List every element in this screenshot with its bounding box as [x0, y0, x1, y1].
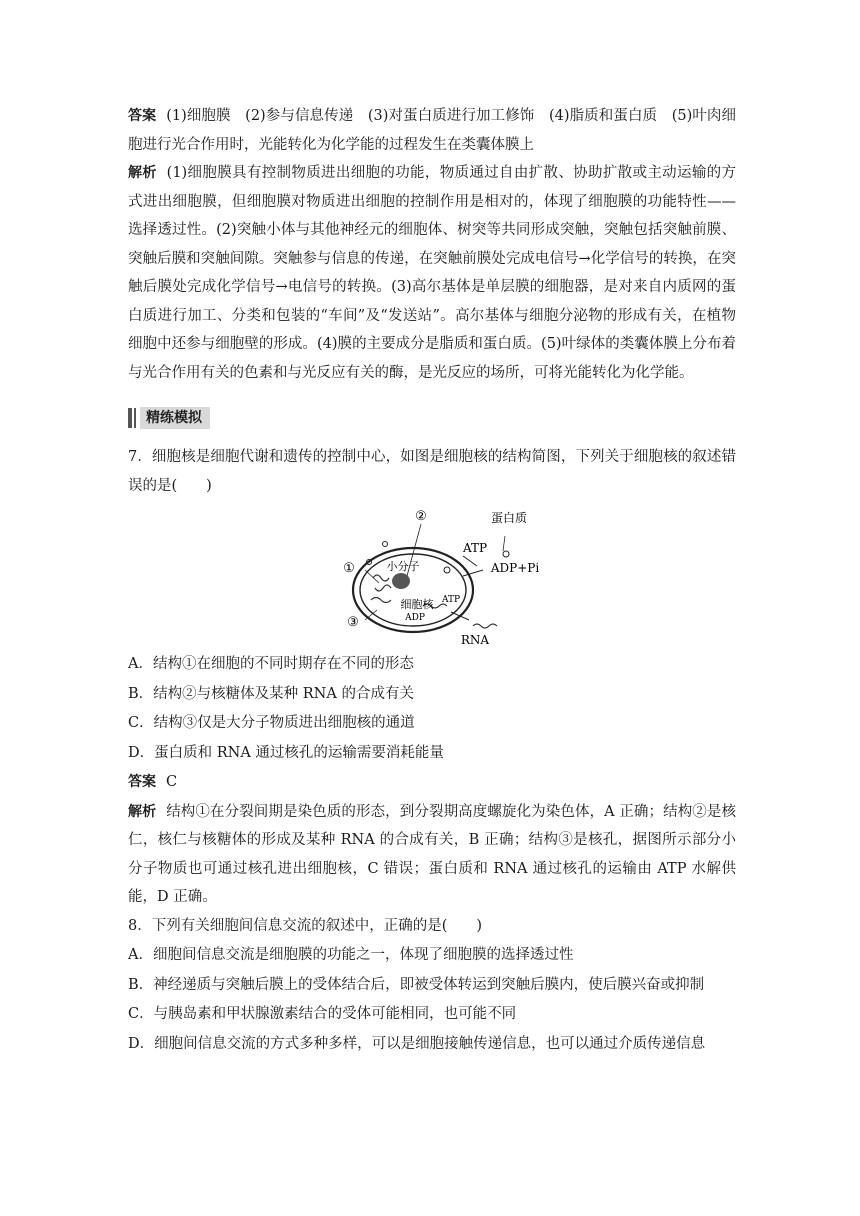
label-nucleus: 细胞核 — [400, 598, 434, 611]
section-marker-icon — [128, 408, 132, 428]
analysis-text: 结构①在分裂间期是染色质的形态，到分裂期高度螺旋化为染色体，A 正确；结构②是核仁，核仁与核糖体的形成及某种 RNA 的合成有关，B 正确；结构③是核孔，据图所示部分小分子物质也可通过核孔进出细胞核，C 错误；蛋白质和 RNA 通过核孔的运输由 ATP 水解供能，D 正确。 — [128, 803, 737, 905]
question-7-option-a: A．结构①在细胞的不同时期存在不同的形态 — [128, 656, 414, 672]
analysis-label: 解析 — [128, 803, 157, 820]
question-8-option-a: A．细胞间信息交流是细胞膜的功能之一，体现了细胞膜的选择透过性 — [128, 947, 574, 963]
question-7-option-d: D．蛋白质和 RNA 通过核孔的运输需要消耗能量 — [128, 744, 444, 761]
analysis-label: 解析 — [128, 165, 157, 181]
question-7-analysis — [128, 798, 736, 912]
question-7-answer — [128, 768, 736, 798]
label-atp-top: ATP — [462, 541, 488, 555]
previous-analysis — [128, 159, 736, 387]
answer-label: 答案 — [128, 108, 157, 124]
answer-label: 答案 — [128, 774, 156, 790]
previous-answer — [128, 102, 736, 159]
answer-text: (1)细胞膜 (2)参与信息传递 (3)对蛋白质进行加工修饰 (4)脂质和蛋白质 (5)叶肉细胞进行光合作用时，光能转化为化学能的过程发生在类囊体膜上 — [128, 108, 737, 153]
section-title: 精练模拟 — [140, 407, 210, 429]
nucleus-diagram — [128, 508, 736, 648]
label-two: ② — [415, 509, 427, 524]
label-small-molecule: 小分子 — [386, 560, 420, 573]
label-adp-inner: ADP — [405, 613, 425, 623]
question-8-option-b: B．神经递质与突触后膜上的受体结合后，即被受体转运到突触后膜内，使后膜兴奋或抑制 — [128, 976, 705, 993]
question-7-option-c: C．结构③仅是大分子物质进出细胞核的通道 — [128, 715, 415, 731]
label-one: ① — [343, 561, 355, 576]
question-8-option-c: C．与胰岛素和甲状腺激素结合的受体可能相同，也可能不同 — [128, 1006, 517, 1022]
document-page — [128, 102, 736, 1059]
question-7-stem: 7．细胞核是细胞代谢和遗传的控制中心，如图是细胞核的结构简图，下列关于细胞核的叙述错误的是( ) — [128, 449, 736, 494]
label-rna: RNA — [460, 633, 490, 647]
nucleus-structure-figure — [323, 508, 543, 648]
answer-value: C — [166, 774, 178, 790]
section-header — [128, 405, 736, 431]
label-protein: 蛋白质 — [490, 511, 528, 525]
label-three: ③ — [347, 615, 359, 630]
label-atp-inner: ATP — [441, 595, 461, 605]
analysis-text: (1)细胞膜具有控制物质进出细胞的功能，物质通过自由扩散、协助扩散或主动运输的方式进出细胞膜，但细胞膜对物质进出细胞的控制作用是相对的，体现了细胞膜的功能特性——选择透过性。(2)突触小体与其他神经元的细胞体、树突等共同形成突触，突触包括突触前膜、突触后膜和突触间隙。突触参与信息的传递，在突触前膜处完成电信号→化学信号的转换，在突触后膜处完成化学信号→电信号的转换。(3)高尔基体是单层膜的细胞器，是对来自内质网的蛋白质进行加工、分类和包装的“车间”及“发送站”。高尔基体与细胞分泌物的形成有关，在植物细胞中还参与细胞壁的形成。(4)膜的主要成分是脂质和蛋白质。(5)叶绿体的类囊体膜上分布着与光合作用有关的色素和与光反应有关的酶，是光反应的场所，可将光能转化为化学能。 — [128, 165, 736, 381]
chromatin — [371, 575, 391, 603]
question-8-stem: 8．下列有关细胞间信息交流的叙述中，正确的是( ) — [128, 917, 483, 934]
question-7-option-b: B．结构②与核糖体及某种 RNA 的合成有关 — [128, 685, 414, 702]
question-8-option-d: D．细胞间信息交流的方式多种多样，可以是细胞接触传递信息，也可以通过介质传递信息 — [128, 1035, 706, 1052]
label-adp-pi: ADP+Pi — [490, 561, 540, 575]
